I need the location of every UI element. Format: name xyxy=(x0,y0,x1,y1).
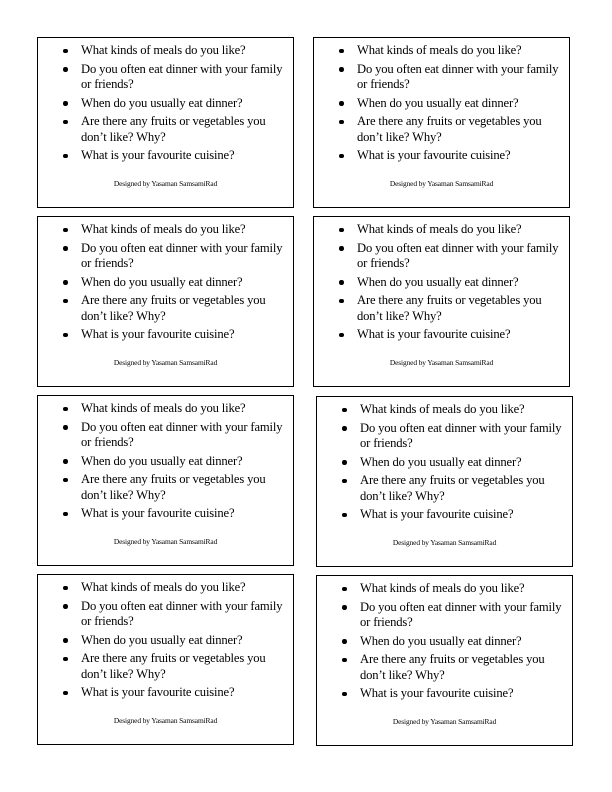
question-list xyxy=(317,581,572,705)
bullet-icon xyxy=(342,605,347,610)
question-text: What is your favourite cuisine? xyxy=(360,686,514,700)
question-text: What kinds of meals do you like? xyxy=(81,222,246,236)
question-item xyxy=(38,148,293,164)
question-text: Do you often eat dinner with your family or friends? xyxy=(81,598,283,628)
bullet-icon xyxy=(339,49,344,54)
bullet-icon xyxy=(342,426,347,431)
question-item xyxy=(317,402,572,418)
question-text: Do you often eat dinner with your family or friends? xyxy=(81,240,283,270)
question-text: What is your favourite cuisine? xyxy=(81,327,235,341)
bullet-icon xyxy=(339,101,344,106)
question-item xyxy=(38,327,293,343)
question-item xyxy=(317,473,572,504)
question-text: What is your favourite cuisine? xyxy=(81,506,235,520)
question-text: Are there any fruits or vegetables you don’t like? Why? xyxy=(360,473,545,503)
question-text: When do you usually eat dinner? xyxy=(81,632,243,647)
designer-credit: Designed by Yasaman SamsamiRad xyxy=(113,537,218,546)
designer-credit: Designed by Yasaman SamsamiRad xyxy=(392,717,497,726)
question-item xyxy=(314,96,569,112)
bullet-icon xyxy=(342,460,347,465)
question-item xyxy=(38,506,293,522)
question-text: What kinds of meals do you like? xyxy=(81,401,246,415)
bullet-icon xyxy=(339,67,344,72)
question-item xyxy=(317,634,572,650)
question-text: When do you usually eat dinner? xyxy=(81,274,243,289)
question-text: When do you usually eat dinner? xyxy=(360,454,522,469)
bullet-icon xyxy=(63,120,68,125)
question-text: Are there any fruits or vegetables you don’t like? Why? xyxy=(360,652,545,682)
bullet-icon xyxy=(63,586,68,591)
question-item xyxy=(38,62,293,93)
question-text: What kinds of meals do you like? xyxy=(81,43,246,57)
question-card xyxy=(316,396,573,567)
question-item xyxy=(314,43,569,59)
question-list xyxy=(38,580,293,704)
question-text: What kinds of meals do you like? xyxy=(81,580,246,594)
bullet-icon xyxy=(63,101,68,106)
designer-credit: Designed by Yasaman SamsamiRad xyxy=(392,538,497,547)
question-item xyxy=(314,114,569,145)
bullet-icon xyxy=(339,120,344,125)
question-item xyxy=(317,686,572,702)
question-text: Do you often eat dinner with your family or friends? xyxy=(360,420,562,450)
bullet-icon xyxy=(342,692,347,697)
question-text: What is your favourite cuisine? xyxy=(357,148,511,162)
question-text: Are there any fruits or vegetables you don’t like? Why? xyxy=(81,472,266,502)
question-text: What is your favourite cuisine? xyxy=(81,685,235,699)
question-item xyxy=(38,420,293,451)
question-item xyxy=(38,599,293,630)
designer-credit: Designed by Yasaman SamsamiRad xyxy=(389,179,494,188)
bullet-icon xyxy=(339,299,344,304)
designer-credit: Designed by Yasaman SamsamiRad xyxy=(389,358,494,367)
bullet-icon xyxy=(63,604,68,609)
bullet-icon xyxy=(63,638,68,643)
question-card xyxy=(313,216,570,387)
designer-credit: Designed by Yasaman SamsamiRad xyxy=(113,358,218,367)
question-item xyxy=(314,241,569,272)
question-item xyxy=(38,454,293,470)
question-text: Are there any fruits or vegetables you don’t like? Why? xyxy=(81,293,266,323)
question-item xyxy=(317,581,572,597)
question-text: What kinds of meals do you like? xyxy=(360,402,525,416)
bullet-icon xyxy=(63,425,68,430)
question-item xyxy=(314,62,569,93)
bullet-icon xyxy=(63,299,68,304)
question-card xyxy=(313,37,570,208)
bullet-icon xyxy=(339,280,344,285)
question-item xyxy=(317,421,572,452)
bullet-icon xyxy=(63,459,68,464)
question-text: What is your favourite cuisine? xyxy=(360,507,514,521)
designer-credit: Designed by Yasaman SamsamiRad xyxy=(113,716,218,725)
question-card xyxy=(37,395,294,566)
bullet-icon xyxy=(63,657,68,662)
question-item xyxy=(314,275,569,291)
question-item xyxy=(317,455,572,471)
question-text: Are there any fruits or vegetables you don’t like? Why? xyxy=(81,114,266,144)
question-item xyxy=(38,43,293,59)
question-card xyxy=(37,37,294,208)
question-text: What is your favourite cuisine? xyxy=(357,327,511,341)
question-text: When do you usually eat dinner? xyxy=(81,95,243,110)
question-text: Are there any fruits or vegetables you don’t like? Why? xyxy=(357,293,542,323)
bullet-icon xyxy=(342,479,347,484)
question-card xyxy=(37,574,294,745)
bullet-icon xyxy=(63,512,68,517)
bullet-icon xyxy=(63,246,68,251)
question-text: What kinds of meals do you like? xyxy=(357,43,522,57)
bullet-icon xyxy=(63,333,68,338)
question-item xyxy=(38,275,293,291)
bullet-icon xyxy=(63,49,68,54)
bullet-icon xyxy=(63,478,68,483)
designer-credit: Designed by Yasaman SamsamiRad xyxy=(113,179,218,188)
bullet-icon xyxy=(63,228,68,233)
question-item xyxy=(314,148,569,164)
question-text: What kinds of meals do you like? xyxy=(357,222,522,236)
bullet-icon xyxy=(339,228,344,233)
question-text: What kinds of meals do you like? xyxy=(360,581,525,595)
question-item xyxy=(38,651,293,682)
question-item xyxy=(314,327,569,343)
question-item xyxy=(38,401,293,417)
question-item xyxy=(38,114,293,145)
question-item xyxy=(38,222,293,238)
question-item xyxy=(38,472,293,503)
bullet-icon xyxy=(63,407,68,412)
question-item xyxy=(314,293,569,324)
question-text: Do you often eat dinner with your family or friends? xyxy=(81,61,283,91)
question-item xyxy=(314,222,569,238)
bullet-icon xyxy=(342,587,347,592)
bullet-icon xyxy=(342,513,347,518)
bullet-icon xyxy=(63,691,68,696)
question-card xyxy=(37,216,294,387)
question-text: When do you usually eat dinner? xyxy=(357,95,519,110)
question-item xyxy=(38,633,293,649)
question-text: When do you usually eat dinner? xyxy=(81,453,243,468)
question-item xyxy=(38,685,293,701)
question-item xyxy=(38,96,293,112)
question-text: Do you often eat dinner with your family or friends? xyxy=(357,61,559,91)
bullet-icon xyxy=(342,408,347,413)
question-list xyxy=(314,222,569,346)
bullet-icon xyxy=(342,658,347,663)
question-item xyxy=(38,580,293,596)
question-text: Are there any fruits or vegetables you don’t like? Why? xyxy=(81,651,266,681)
question-text: When do you usually eat dinner? xyxy=(357,274,519,289)
question-text: Are there any fruits or vegetables you don’t like? Why? xyxy=(357,114,542,144)
question-item xyxy=(38,241,293,272)
question-item xyxy=(317,507,572,523)
bullet-icon xyxy=(339,154,344,159)
question-item xyxy=(38,293,293,324)
question-list xyxy=(38,222,293,346)
question-list xyxy=(38,401,293,525)
bullet-icon xyxy=(339,333,344,338)
question-text: When do you usually eat dinner? xyxy=(360,633,522,648)
question-list xyxy=(314,43,569,167)
question-list xyxy=(38,43,293,167)
question-item xyxy=(317,652,572,683)
question-card xyxy=(316,575,573,746)
question-item xyxy=(317,600,572,631)
bullet-icon xyxy=(339,246,344,251)
question-text: Do you often eat dinner with your family or friends? xyxy=(360,599,562,629)
question-list xyxy=(317,402,572,526)
bullet-icon xyxy=(342,639,347,644)
bullet-icon xyxy=(63,67,68,72)
bullet-icon xyxy=(63,154,68,159)
bullet-icon xyxy=(63,280,68,285)
question-text: Do you often eat dinner with your family or friends? xyxy=(357,240,559,270)
question-text: Do you often eat dinner with your family or friends? xyxy=(81,419,283,449)
question-text: What is your favourite cuisine? xyxy=(81,148,235,162)
